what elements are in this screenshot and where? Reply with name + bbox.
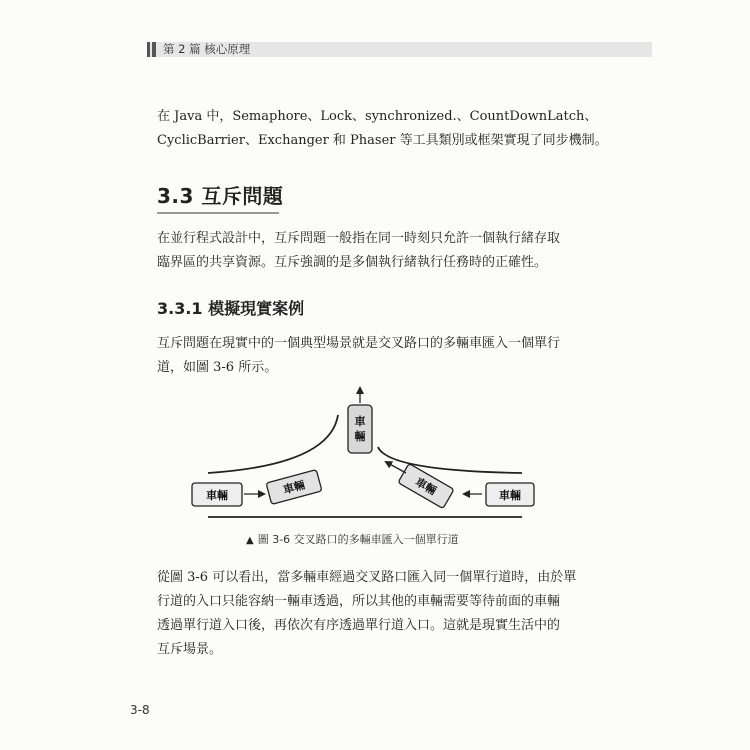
subsection-heading: 3.3.1 模擬現實案例 — [157, 299, 305, 318]
section-line-2: 臨界區的共享資源。互斥強調的是多個執行緒執行任務時的正確性。 — [157, 255, 548, 270]
figure-caption — [246, 531, 459, 547]
header-mark — [147, 42, 157, 57]
section-heading: 3.3 互斥問題 — [157, 184, 284, 208]
subsection-line-1: 互斥問題在現實中的一個典型場景就是交叉路口的多輛車匯入一個單行 — [157, 336, 561, 351]
car-left-near — [266, 470, 322, 505]
car-right-near-label: 車輛 — [412, 475, 439, 498]
subsection-line-2: 道，如圖 3-6 所示。 — [157, 360, 278, 375]
car-top — [348, 405, 372, 453]
car-left-near-label: 車輛 — [281, 478, 307, 497]
road-curve-left — [208, 415, 338, 473]
caption-text: 圖 3-6 交叉路口的多輛車匯入一個單行道 — [257, 533, 459, 546]
section-heading-rule — [157, 212, 279, 214]
intro-line-2: CyclicBarrier、Exchanger 和 Phaser 等工具類別或框架實現了同步機制。 — [157, 133, 608, 148]
arrow-right-near — [386, 462, 406, 473]
conclusion-line-2: 行道的入口只能容納一輛車透過，所以其他的車輛需要等待前面的車輛 — [157, 594, 561, 609]
running-header: 第 2 篇 核心原理 — [163, 42, 251, 56]
car-right-far-label: 車輛 — [499, 489, 521, 502]
caption-marker: ▲ — [246, 535, 254, 546]
conclusion-line-4: 互斥場景。 — [157, 642, 223, 657]
section-line-1: 在並行程式設計中，互斥問題一般指在同一時刻只允許一個執行緒存取 — [157, 231, 561, 246]
intersection-figure — [180, 385, 550, 525]
car-top-char-2: 輛 — [354, 430, 366, 443]
car-right-near — [398, 463, 454, 508]
intro-line-1: 在 Java 中，Semaphore、Lock、synchronized.、CountDownLatch、 — [157, 109, 598, 124]
page-number: 3-8 — [130, 703, 150, 717]
car-top-char-1: 車 — [354, 415, 366, 428]
car-left-far-label: 車輛 — [206, 489, 228, 502]
conclusion-line-1: 從圖 3-6 可以看出，當多輛車經過交叉路口匯入同一個單行道時，由於單 — [157, 570, 577, 585]
conclusion-line-3: 透過單行道入口後，再依次有序透過單行道入口。這就是現實生活中的 — [157, 618, 561, 633]
